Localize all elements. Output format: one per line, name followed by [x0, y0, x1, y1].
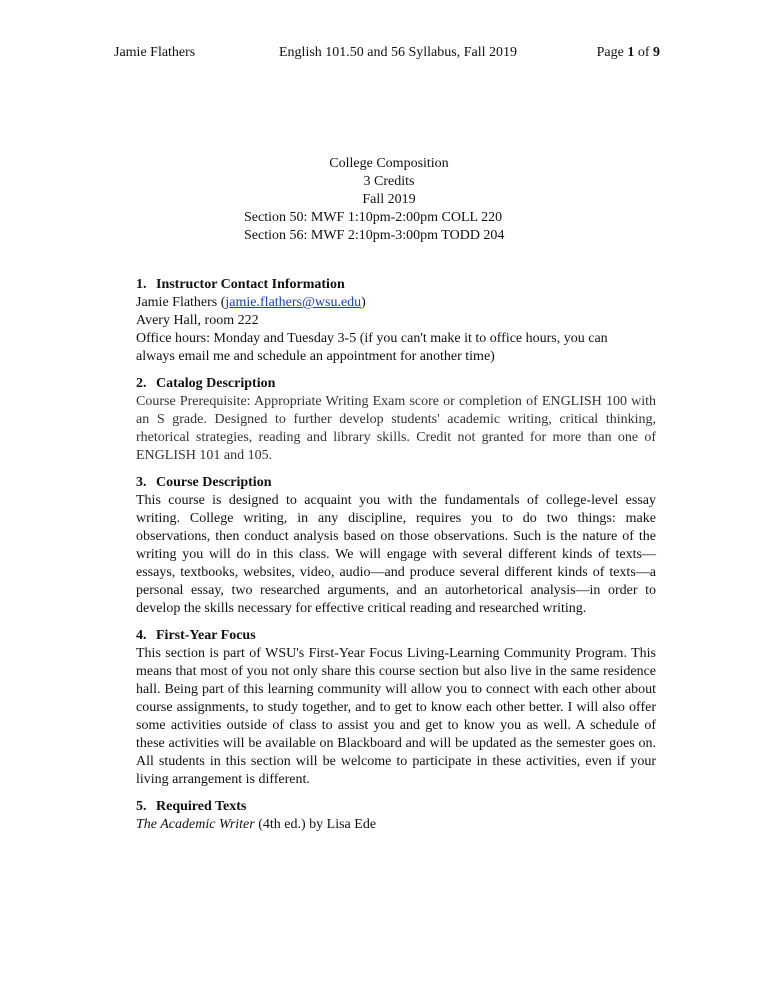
office-location: Avery Hall, room 222 [136, 313, 259, 328]
course-name: College Composition [329, 156, 449, 171]
section-heading [136, 798, 656, 816]
section-title: Instructor Contact Information [156, 277, 345, 292]
instructor-name: Jamie Flathers ( [136, 295, 226, 310]
section-heading [136, 276, 656, 294]
section-number: 4. [136, 628, 147, 643]
section-number: 1. [136, 277, 147, 292]
course-description-text: This course is designed to acquaint you with the fundamentals of college-level essay writing. College writing, in any discipline, requires you to do two things: make observations, then conduct analysis based on those observations. Such is the nature of the writing you will do in this class. We will engage with several different kinds of texts—essays, textbooks, websites, video, audio—and produce several different kinds of texts—a personal essay, two researched arguments, and an autorhetorical analysis—in order to develop the skills necessary for effective critical reading and researched writing. [136, 493, 656, 616]
section-number: 5. [136, 799, 147, 814]
section-50-schedule: Section 50: MWF 1:10pm-2:00pm COLL 220 [244, 210, 503, 225]
section-number: 3. [136, 475, 147, 490]
section-heading [136, 375, 656, 393]
section-56-schedule: Section 56: MWF 2:10pm-3:00pm TODD 204 [244, 228, 505, 243]
page-prefix: Page [596, 45, 624, 60]
section-number: 2. [136, 376, 147, 391]
section-course-description [136, 474, 656, 618]
section-required-texts [136, 798, 656, 834]
paren-close: ) [361, 295, 366, 310]
page-current: 1 [627, 45, 635, 60]
section-title: Course Description [156, 475, 272, 490]
course-title-block [0, 155, 768, 245]
first-year-focus-text: This section is part of WSU's First-Year Focus Living-Learning Community Program. This means that most of you not only share this course section but also live in the same residence hall. Being part of this learning community will allow you to connect with each other about course assignments, to study together, and to get to know each other better. I will also offer some activities outside of class to assist you and get to know you as well. A schedule of these activities will be available on Blackboard and will be updated as the semester goes on. All students in this section will be welcome to participate in these activities, even if your living arrangement is different. [136, 646, 656, 787]
catalog-description-text: Course Prerequisite: Appropriate Writing Exam score or completion of ENGLISH 100 with an S grade. Designed to further develop students' academic writing, critical thinking, rhetorical strategies, reading and library skills. Credit not granted for more than one of ENGLISH 101 and 105. [136, 394, 656, 463]
section-catalog-description [136, 375, 656, 465]
syllabus-content [136, 276, 656, 843]
required-text-item [136, 816, 656, 834]
office-hours-line-1: Office hours: Monday and Tuesday 3-5 (if you can't make it to office hours, you can [136, 331, 608, 346]
header-author: Jamie Flathers [114, 45, 196, 60]
office-hours-line-2: always email me and schedule an appointment for another time) [136, 349, 495, 364]
section-title: First-Year Focus [156, 628, 256, 643]
section-first-year-focus [136, 627, 656, 789]
page-total: 9 [653, 45, 660, 60]
header-course-title: English 101.50 and 56 Syllabus, Fall 2019 [279, 45, 517, 60]
header-page-number [597, 44, 660, 62]
book-details: (4th ed.) by Lisa Ede [258, 817, 377, 832]
course-term: Fall 2019 [362, 192, 416, 207]
instructor-name-line [136, 294, 656, 312]
section-instructor-contact [136, 276, 656, 366]
page-of: of [637, 45, 650, 60]
course-credits: 3 Credits [363, 174, 415, 189]
section-title: Catalog Description [156, 376, 276, 391]
instructor-email-link[interactable]: jamie.flathers@wsu.edu [225, 295, 362, 310]
book-title: The Academic Writer [136, 817, 255, 832]
section-title: Required Texts [156, 799, 247, 814]
section-heading [136, 627, 656, 645]
section-heading [136, 474, 656, 492]
